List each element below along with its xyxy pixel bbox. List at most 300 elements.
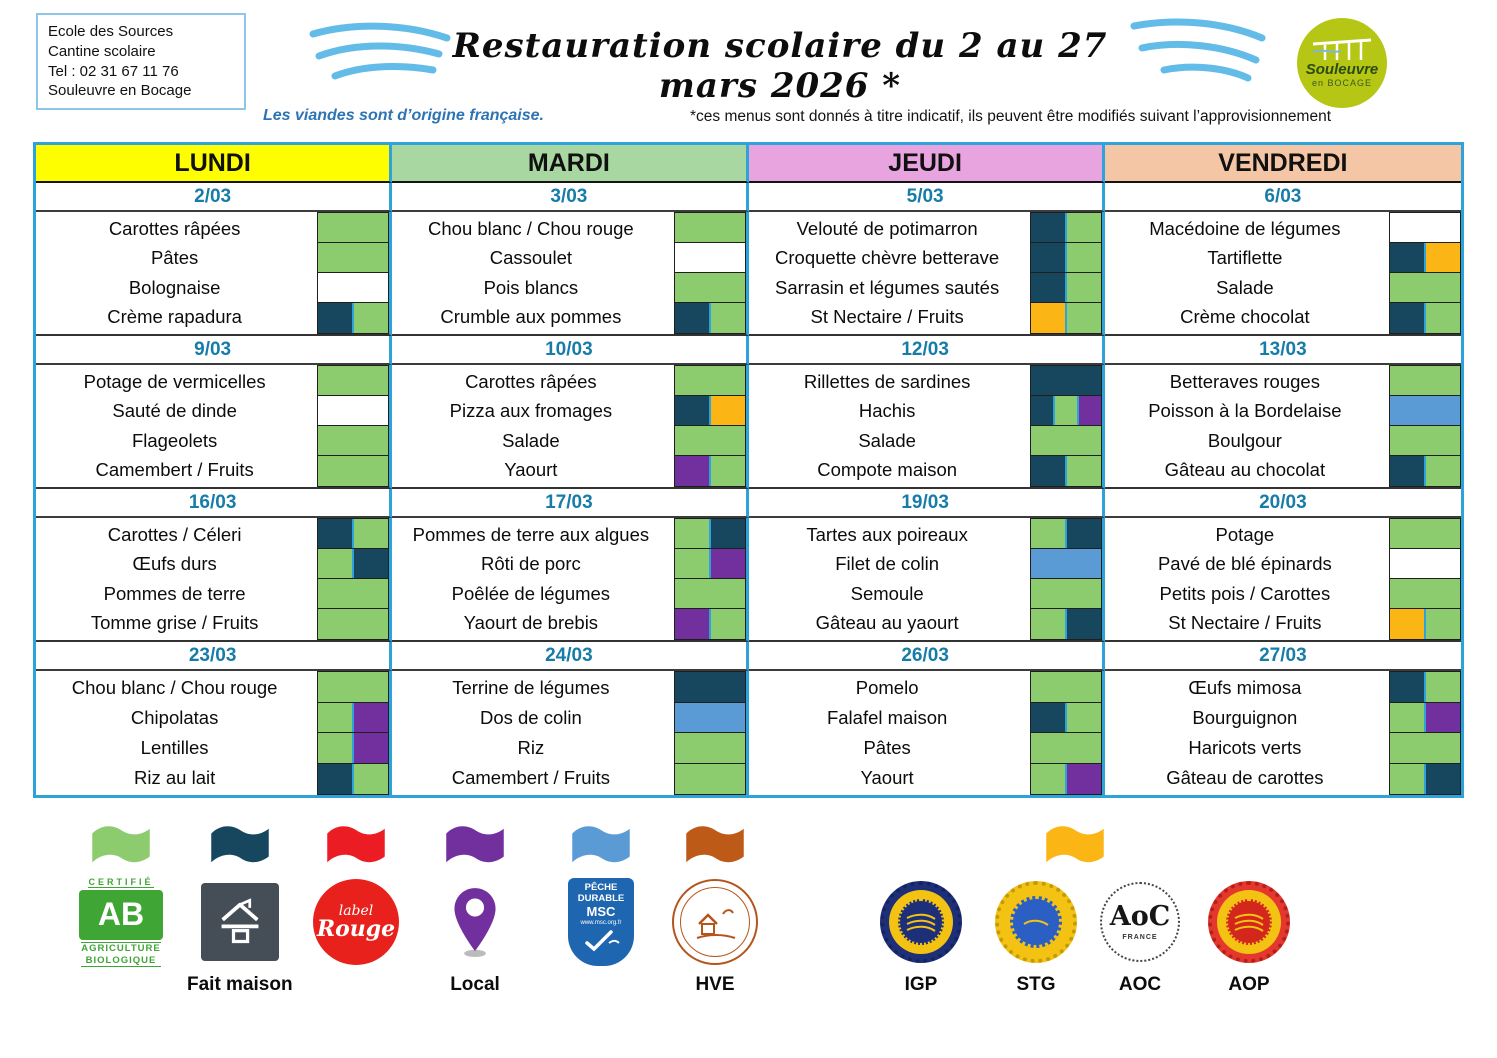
ab-sub2: BIOLOGIQUE <box>85 954 157 966</box>
flag-bio <box>1390 273 1460 303</box>
item-flags <box>674 608 746 640</box>
item-flags <box>674 548 746 580</box>
menu-cell <box>749 365 1105 489</box>
flag-local <box>1077 396 1101 426</box>
date-cell: 12/03 <box>749 336 1105 365</box>
item-flags <box>317 763 389 795</box>
day-header-mardi: MARDI <box>392 145 748 183</box>
menu-item: Tartiflette <box>1207 247 1283 269</box>
menu-item: Petits pois / Carottes <box>1159 582 1331 604</box>
menu-item: Gâteau au chocolat <box>1164 459 1326 481</box>
menu-cell <box>1105 518 1461 642</box>
item-flags <box>317 425 389 457</box>
item-flags <box>1030 212 1102 244</box>
day-header-vendredi: VENDREDI <box>1105 145 1461 183</box>
school-info-box <box>36 13 246 110</box>
menu-item: Haricots verts <box>1188 737 1302 758</box>
menu-item: Crumble aux pommes <box>440 306 622 328</box>
flag-bio <box>1390 426 1460 456</box>
flag-local <box>352 703 388 733</box>
aoc-letters: AoC <box>1109 901 1171 932</box>
item-flags <box>674 395 746 427</box>
item-flags <box>1030 365 1102 397</box>
map-pin-icon <box>446 884 504 960</box>
flag-msc <box>675 703 745 733</box>
flag-bio <box>318 579 388 609</box>
legend-aoc <box>1100 876 1180 996</box>
fish-check-icon <box>581 927 621 953</box>
item-flags <box>674 212 746 244</box>
item-flags <box>1389 732 1461 764</box>
menu-item: Carottes râpées <box>108 217 241 239</box>
item-flags <box>674 578 746 610</box>
legend-fait-maison <box>187 822 293 996</box>
item-flags <box>1389 578 1461 610</box>
flag-fait_maison <box>675 396 709 426</box>
flag-strip <box>317 212 389 334</box>
flag-fait_maison <box>318 519 352 549</box>
menu-item: Falafel maison <box>826 707 948 728</box>
menu-item: Tartes aux poireaux <box>806 523 968 545</box>
menu-item: Potage de vermicelles <box>83 370 266 392</box>
flag-strip <box>674 518 746 640</box>
menu-item: Pois blancs <box>483 276 579 298</box>
ab-bio-logo <box>78 877 164 968</box>
menu-cell <box>1105 212 1461 336</box>
local-flag-icon <box>443 822 507 868</box>
flag-bio <box>318 549 352 579</box>
stg-label: STG <box>1016 974 1056 995</box>
menu-item: Œufs mimosa <box>1188 677 1302 698</box>
item-flags <box>1030 702 1102 734</box>
flag-bio <box>1065 303 1101 333</box>
item-flags <box>674 242 746 274</box>
item-flags <box>317 365 389 397</box>
date-cell: 27/03 <box>1105 642 1461 671</box>
menu-item: Yaourt de brebis <box>463 612 599 634</box>
item-flags <box>1030 578 1102 610</box>
hve-flag-icon <box>683 822 747 868</box>
date-cell: 16/03 <box>36 489 392 518</box>
flag-bio <box>709 456 745 486</box>
item-flags <box>317 548 389 580</box>
menu-item: Riz au lait <box>134 767 216 788</box>
flag-local <box>352 733 388 763</box>
menu-item: Tomme grise / Fruits <box>90 612 259 634</box>
item-flags <box>317 671 389 703</box>
item-flags <box>317 242 389 274</box>
flag-strip <box>317 365 389 487</box>
flag-fait_maison <box>1390 672 1424 702</box>
menu-item: Pâtes <box>150 247 199 269</box>
flag-strip <box>674 212 746 334</box>
flag-bio <box>1390 703 1424 733</box>
item-flags <box>1389 455 1461 487</box>
item-flags <box>674 763 746 795</box>
item-flags <box>674 302 746 334</box>
menu-cell <box>1105 365 1461 489</box>
flag-fait_maison <box>1031 396 1053 426</box>
item-flags <box>317 395 389 427</box>
igp-seal <box>880 881 962 963</box>
flag-fait_maison <box>1390 243 1424 273</box>
menu-item: Terrine de légumes <box>452 677 610 698</box>
flag-bio <box>1390 519 1460 549</box>
menu-item: Sarrasin et légumes sautés <box>775 276 1000 298</box>
farm-icon <box>693 902 737 942</box>
flag-strip <box>1030 671 1102 795</box>
meat-origin-note: Les viandes sont d’origine française. <box>263 107 544 124</box>
item-flags <box>1389 702 1461 734</box>
flag-bio <box>709 609 745 639</box>
flag-local <box>709 549 745 579</box>
aoc-label: AOC <box>1118 974 1162 995</box>
item-flags <box>1030 242 1102 274</box>
menu-cell <box>749 518 1105 642</box>
menu-item: Potage <box>1215 523 1275 545</box>
menu-item: Poêlée de légumes <box>451 582 611 604</box>
item-flags <box>1389 395 1461 427</box>
menu-item: Croquette chèvre betterave <box>775 247 1000 269</box>
flag-bio <box>675 426 745 456</box>
date-cell: 10/03 <box>392 336 748 365</box>
flag-bio <box>1424 609 1460 639</box>
fait-maison-flag-icon <box>208 822 272 868</box>
msc-url: www.msc.org.fr <box>580 919 622 926</box>
flag-fait_maison <box>1031 366 1101 396</box>
hve-label: HVE <box>695 974 735 995</box>
item-flags <box>1030 763 1102 795</box>
flag-bio <box>318 243 388 273</box>
flag-bio <box>1065 213 1101 243</box>
item-flags <box>1030 455 1102 487</box>
flag-bio <box>675 366 745 396</box>
menu-item: Boulgour <box>1207 429 1282 451</box>
flag-fait_maison <box>318 303 352 333</box>
flag-bio <box>1424 456 1460 486</box>
item-flags <box>674 365 746 397</box>
flag-bio <box>352 303 388 333</box>
flag-bio <box>318 426 388 456</box>
flag-strip <box>1030 212 1102 334</box>
menu-item: Semoule <box>850 582 924 604</box>
flag-bio <box>1065 243 1101 273</box>
flag-official <box>1424 243 1460 273</box>
legend-bio <box>78 822 164 968</box>
msc-text1: PÊCHE <box>584 882 618 893</box>
day-header-lundi: LUNDI <box>36 145 392 183</box>
item-flags <box>1030 302 1102 334</box>
aop-seal <box>1208 881 1290 963</box>
menu-item: Pommes de terre aux algues <box>412 523 650 545</box>
menu-item: Velouté de potimarron <box>796 217 978 239</box>
legend-igp <box>880 876 962 996</box>
flag-bio <box>318 366 388 396</box>
viaduct-icon <box>1311 36 1373 62</box>
item-flags <box>1389 425 1461 457</box>
bio-flag-icon <box>89 822 153 868</box>
menu-item: Rillettes de sardines <box>803 370 971 392</box>
date-cell: 23/03 <box>36 642 392 671</box>
school-name: Ecole des Sources <box>48 23 174 40</box>
flag-bio <box>1424 672 1460 702</box>
flag-bio <box>1424 303 1460 333</box>
flag-bio <box>1065 703 1101 733</box>
menu-item: Crème rapadura <box>107 306 242 328</box>
menu-cell <box>392 518 748 642</box>
flag-bio <box>709 303 745 333</box>
item-flags <box>1389 365 1461 397</box>
menu-item: Cassoulet <box>489 247 572 269</box>
flag-bio <box>675 579 745 609</box>
aop-label: AOP <box>1228 974 1270 995</box>
flag-bio <box>675 273 745 303</box>
flag-fait_maison <box>1031 243 1065 273</box>
flag-bio <box>1390 764 1424 794</box>
menu-item: Carottes râpées <box>465 370 597 392</box>
flag-bio <box>318 733 352 763</box>
item-flags <box>317 212 389 244</box>
flag-bio <box>1031 764 1065 794</box>
item-flags <box>317 732 389 764</box>
menu-item: Yaourt <box>860 767 914 788</box>
local-label: Local <box>450 974 500 995</box>
flag-bio <box>675 764 745 794</box>
igp-label: IGP <box>904 974 938 995</box>
eu-stars-icon <box>1022 912 1050 932</box>
date-cell: 6/03 <box>1105 183 1461 212</box>
flag-fait_maison <box>709 519 745 549</box>
house-pan-icon <box>214 896 266 948</box>
item-flags <box>317 518 389 550</box>
menu-item: Pavé de blé épinards <box>1157 553 1332 575</box>
flag-strip <box>1389 518 1461 640</box>
flag-strip <box>1030 518 1102 640</box>
menu-item: Bolognaise <box>128 276 221 298</box>
menu-cell <box>1105 671 1461 795</box>
flag-bio <box>1031 426 1101 456</box>
flag-msc <box>1031 549 1101 579</box>
msc-flag-icon <box>569 822 633 868</box>
flag-strip <box>317 671 389 795</box>
item-flags <box>1389 671 1461 703</box>
legend-hve <box>672 822 758 996</box>
menu-item: Gâteau au yaourt <box>815 612 959 634</box>
item-flags <box>317 702 389 734</box>
flag-fait_maison <box>1424 764 1460 794</box>
flag-official <box>1031 303 1065 333</box>
item-flags <box>317 608 389 640</box>
item-flags <box>674 425 746 457</box>
date-cell: 17/03 <box>392 489 748 518</box>
flag-bio <box>352 764 388 794</box>
item-flags <box>1030 395 1102 427</box>
flag-msc <box>1390 396 1460 426</box>
flag-fait_maison <box>1065 519 1101 549</box>
ab-letters: AB <box>79 890 163 940</box>
menu-item: St Nectaire / Fruits <box>810 306 964 328</box>
date-cell: 9/03 <box>36 336 392 365</box>
flag-bio <box>318 703 352 733</box>
date-cell: 20/03 <box>1105 489 1461 518</box>
menu-cell <box>36 671 392 795</box>
menu-cell <box>749 671 1105 795</box>
flag-bio <box>352 519 388 549</box>
menu-item: Salade <box>502 429 560 451</box>
label-rouge-text2: Rouge <box>316 916 396 942</box>
flag-strip <box>317 518 389 640</box>
menu-item: Betteraves rouges <box>1169 370 1320 392</box>
flag-official <box>709 396 745 426</box>
date-cell: 3/03 <box>392 183 748 212</box>
flag-strip <box>1389 212 1461 334</box>
hve-logo <box>672 879 758 965</box>
legend-stg <box>995 876 1077 996</box>
menu-disclaimer: *ces menus sont donnés à titre indicatif, ils peuvent être modifiés suivant l’approvisionnement <box>690 108 1332 125</box>
school-town: Souleuvre en Bocage <box>48 82 192 100</box>
menu-item: Rôti de porc <box>481 553 581 575</box>
item-flags <box>1030 272 1102 304</box>
menu-item: Pomelo <box>855 677 919 698</box>
msc-text2: DURABLE <box>577 892 625 904</box>
menu-item: Flageolets <box>131 429 218 451</box>
item-flags <box>1030 425 1102 457</box>
flag-bio <box>675 733 745 763</box>
flag-fait_maison <box>1031 213 1065 243</box>
flag-local <box>675 609 709 639</box>
town-logo-sub: en BOCAGE <box>1311 78 1373 89</box>
menu-item: Bourguignon <box>1192 707 1298 728</box>
flag-local <box>1424 703 1460 733</box>
item-flags <box>1389 548 1461 580</box>
item-flags <box>674 518 746 550</box>
menu-item: Chipolatas <box>130 707 219 728</box>
flag-strip <box>674 671 746 795</box>
menu-item: Chou blanc / Chou rouge <box>71 677 278 698</box>
label-rouge-logo <box>313 879 399 965</box>
flag-bio <box>675 549 709 579</box>
flag-bio <box>1390 733 1460 763</box>
flag-fait_maison <box>675 672 745 702</box>
menu-item: Carottes / Céleri <box>107 523 242 545</box>
legend-aop <box>1208 876 1290 996</box>
date-cell: 13/03 <box>1105 336 1461 365</box>
menu-item: Œufs durs <box>132 553 217 575</box>
flag-fait_maison <box>352 549 388 579</box>
menu-item: Chou blanc / Chou rouge <box>428 217 634 239</box>
flag-bio <box>675 519 709 549</box>
menu-item: Pizza aux fromages <box>449 400 613 422</box>
flag-fait_maison <box>1390 456 1424 486</box>
item-flags <box>1030 548 1102 580</box>
town-logo-name: Souleuvre <box>1305 61 1379 79</box>
flag-bio <box>1053 396 1077 426</box>
date-cell: 24/03 <box>392 642 748 671</box>
field-lines-icon <box>904 910 938 934</box>
item-flags <box>674 272 746 304</box>
menu-table <box>33 142 1464 798</box>
page-title: Restauration scolaire du 2 au 27 mars 2026 * <box>452 26 1108 106</box>
menu-item: Yaourt <box>504 459 558 481</box>
menu-cell <box>749 212 1105 336</box>
flag-bio <box>1065 456 1101 486</box>
ab-sub1: AGRICULTURE <box>81 942 161 954</box>
menu-cell <box>392 671 748 795</box>
flag-strip <box>1030 365 1102 487</box>
menu-item: Pâtes <box>863 737 911 758</box>
menu-item: Compote maison <box>817 459 958 481</box>
menu-cell <box>392 365 748 489</box>
menu-item: Hachis <box>858 400 916 422</box>
flag-fait_maison <box>1031 703 1065 733</box>
menu-item: Poisson à la Bordelaise <box>1148 400 1342 422</box>
flag-fait_maison <box>318 764 352 794</box>
label-rouge-text1: label <box>338 903 374 919</box>
menu-cell <box>36 518 392 642</box>
flag-fait_maison <box>1390 303 1424 333</box>
item-flags <box>674 671 746 703</box>
flag-bio <box>1031 579 1101 609</box>
item-flags <box>674 732 746 764</box>
flag-fait_maison <box>1031 456 1065 486</box>
item-flags <box>1389 608 1461 640</box>
menu-item: Riz <box>517 737 545 758</box>
flag-fait_maison <box>1065 609 1101 639</box>
flag-fait_maison <box>1031 273 1065 303</box>
date-cell: 26/03 <box>749 642 1105 671</box>
official-sign-flag-icon <box>1043 822 1107 868</box>
label-rouge-flag-icon <box>324 822 388 868</box>
item-flags <box>1389 518 1461 550</box>
msc-logo <box>568 878 634 966</box>
item-flags <box>317 578 389 610</box>
swoosh-right-icon <box>1128 16 1268 86</box>
item-flags <box>1389 763 1461 795</box>
item-flags <box>317 455 389 487</box>
menu-item: Salade <box>1216 276 1274 298</box>
flag-fait_maison <box>675 303 709 333</box>
flag-bio <box>1390 366 1460 396</box>
menu-item: Filet de colin <box>835 553 940 575</box>
item-flags <box>1030 608 1102 640</box>
flag-bio <box>318 609 388 639</box>
menu-item: Pommes de terre <box>103 582 246 604</box>
menu-item: Macédoine de légumes <box>1149 217 1341 239</box>
item-flags <box>1389 272 1461 304</box>
flag-bio <box>1031 672 1101 702</box>
menu-cell <box>36 212 392 336</box>
aoc-country: FRANCE <box>1122 934 1158 941</box>
field-lines-icon <box>1232 910 1266 934</box>
flag-bio <box>318 456 388 486</box>
item-flags <box>317 302 389 334</box>
school-subline: Cantine scolaire <box>48 42 156 60</box>
item-flags <box>1030 671 1102 703</box>
menu-item: Camembert / Fruits <box>95 459 254 481</box>
menu-cell <box>392 212 748 336</box>
legend-label-rouge <box>313 822 399 968</box>
flag-bio <box>1031 733 1101 763</box>
aoc-seal <box>1100 882 1180 962</box>
flag-bio <box>318 672 388 702</box>
legend-local <box>443 822 507 996</box>
menu-item: Lentilles <box>140 737 209 758</box>
flag-bio <box>675 213 745 243</box>
town-logo <box>1297 18 1387 108</box>
flag-strip <box>1389 365 1461 487</box>
flag-strip <box>1389 671 1461 795</box>
menu-item: Salade <box>858 429 916 451</box>
